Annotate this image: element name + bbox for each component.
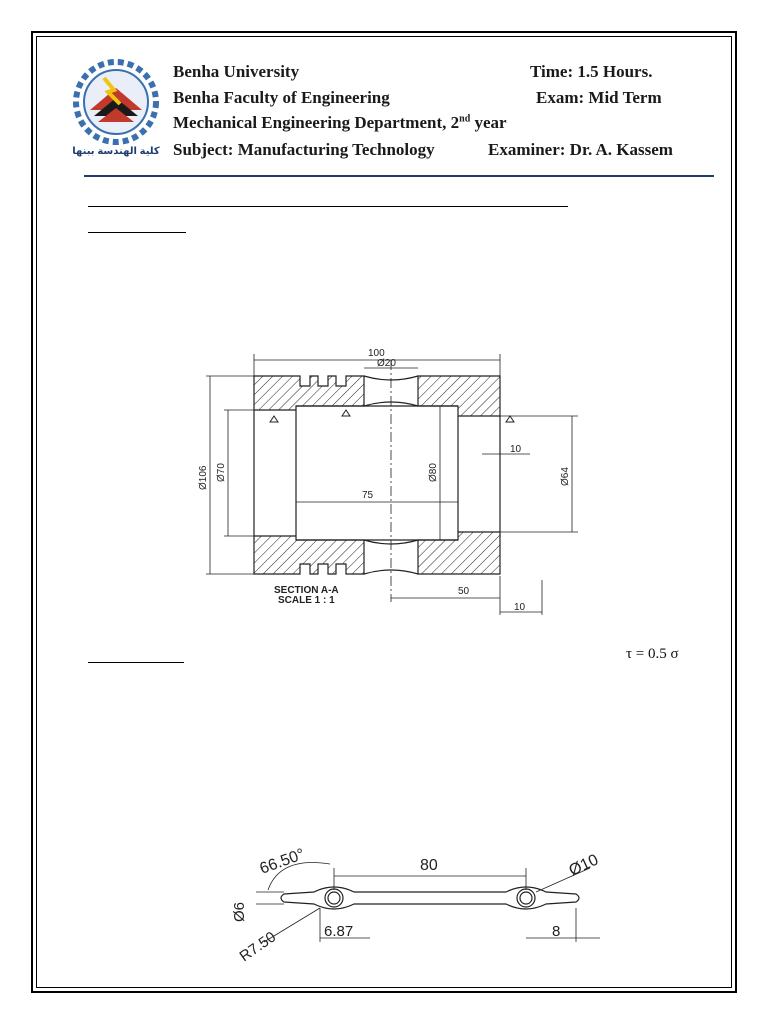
gear-emblem-icon <box>76 62 156 142</box>
department-line <box>173 113 507 133</box>
department-text: Mechanical Engineering Department, 2 <box>173 113 460 132</box>
dim-bore-length: 75 <box>362 490 374 501</box>
question-1-heading-underline <box>88 232 186 233</box>
university-name: Benha University <box>173 62 300 81</box>
dim-outer-diameter: Ø106 <box>198 465 209 490</box>
faculty-name: Benha Faculty of Engineering <box>173 88 390 107</box>
dim-half-length: 50 <box>458 586 470 597</box>
faculty-logo <box>66 58 166 158</box>
question-underline <box>88 206 568 207</box>
dim-middle-bore: Ø80 <box>428 463 439 482</box>
dim-angle: 66.50° <box>257 845 308 878</box>
dim-end-length: 8 <box>552 923 561 940</box>
top-wall-right <box>418 376 500 416</box>
department-year: year <box>470 113 507 132</box>
section-title: SECTION A-A <box>274 585 339 596</box>
dim-right-bore: Ø64 <box>560 467 571 486</box>
dim-hole-diameter: Ø10 <box>566 851 602 880</box>
dim-step-length: 10 <box>510 444 522 455</box>
exam-type: Exam: Mid Term <box>536 88 662 107</box>
bottom-wall-right <box>418 532 500 574</box>
dim-total-length: 100 <box>368 348 385 359</box>
section-scale: SCALE 1 : 1 <box>278 595 335 606</box>
dim-left-bore: Ø70 <box>216 463 227 482</box>
bar-outline <box>281 887 579 909</box>
header-rule <box>84 175 714 177</box>
dim-hole-offset: 6.87 <box>324 923 354 940</box>
bottom-wall-left <box>254 536 364 574</box>
top-wall-left <box>254 376 364 410</box>
dim-bar-width: Ø6 <box>231 901 248 922</box>
subject-line: Subject: Manufacturing Technology <box>173 140 435 159</box>
exam-time: Time: 1.5 Hours. <box>530 62 653 81</box>
department-ordinal: nd <box>459 113 471 125</box>
logo-arabic-text: كلية الهندسة ببنها <box>72 146 160 157</box>
examiner-name: Examiner: Dr. A. Kassem <box>488 140 673 159</box>
question-2-heading-underline <box>88 662 184 663</box>
dim-end-radius: R7.50 <box>236 928 280 966</box>
bushing-section-drawing <box>170 340 610 620</box>
shear-stress-formula: τ = 0.5 σ <box>626 646 679 662</box>
dim-end-length: 10 <box>514 602 526 613</box>
dim-center-distance: 80 <box>420 857 438 874</box>
dim-groove-diameter: Ø20 <box>377 358 396 369</box>
link-bar-drawing <box>220 838 640 978</box>
